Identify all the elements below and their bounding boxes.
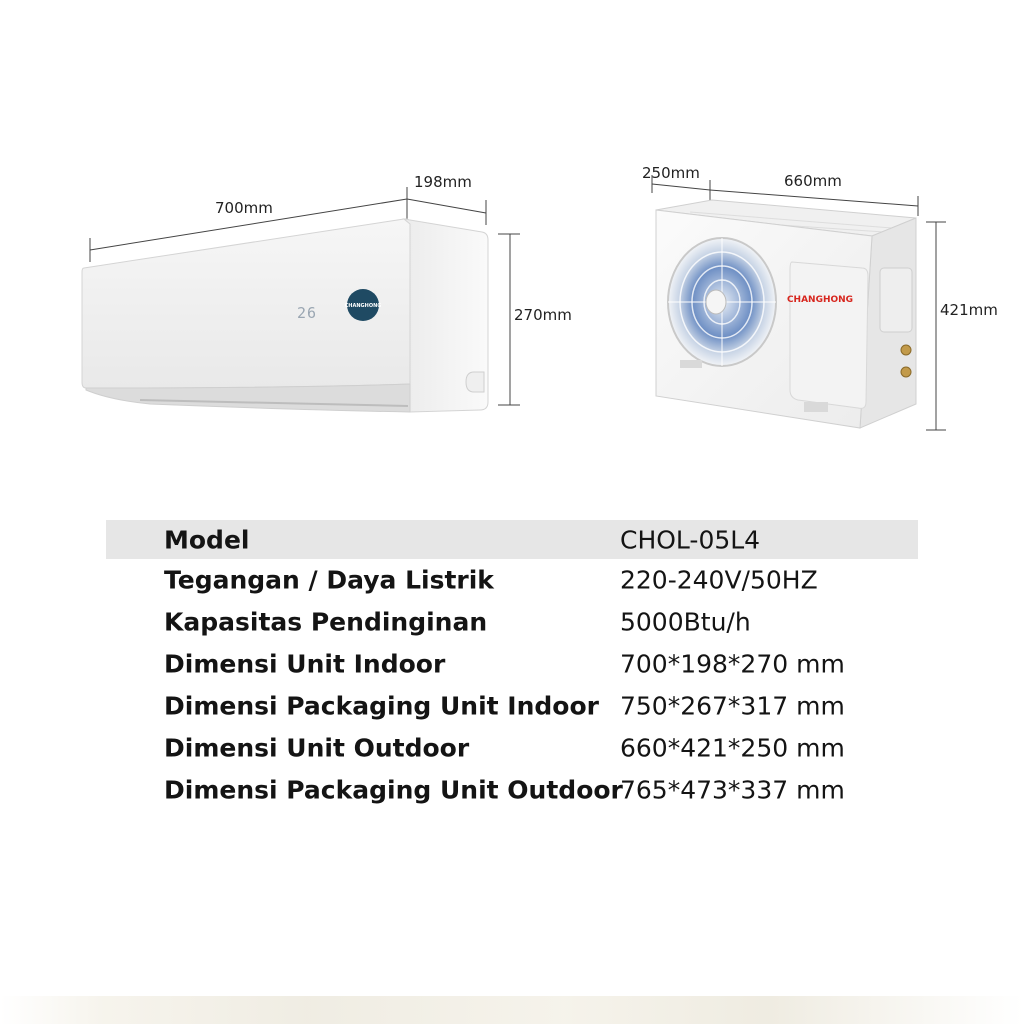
spec-label: Dimensi Unit Indoor — [164, 649, 446, 679]
indoor-depth-dimension-line — [407, 199, 486, 213]
spec-row-outdoor-dimension — [106, 727, 918, 769]
spec-row-voltage — [106, 559, 918, 601]
spec-value: 765*473*337 mm — [620, 775, 845, 805]
spec-label: Tegangan / Daya Listrik — [164, 565, 494, 595]
outdoor-foot-left — [680, 360, 702, 368]
spec-value: 750*267*317 mm — [620, 691, 845, 721]
spec-value: 5000Btu/h — [620, 607, 751, 637]
spec-label: Dimensi Packaging Unit Outdoor — [164, 775, 623, 805]
outdoor-logo-text: CHANGHONG — [786, 295, 854, 305]
indoor-logo-text: CHANGHONG — [344, 303, 382, 309]
indoor-depth-label: 198mm — [414, 173, 472, 191]
outdoor-unit — [642, 164, 998, 430]
spec-row-indoor-dimension — [106, 643, 918, 685]
outdoor-height-label: 421mm — [940, 301, 998, 319]
spec-value: 220-240V/50HZ — [620, 565, 818, 595]
indoor-unit — [82, 173, 572, 412]
spec-label: Dimensi Packaging Unit Indoor — [164, 691, 599, 721]
outdoor-depth-label: 250mm — [642, 164, 700, 182]
bottom-photo-strip — [0, 996, 1024, 1024]
spec-row-cooling-capacity — [106, 601, 918, 643]
indoor-unit-bottom-vent — [86, 384, 410, 412]
spec-label: Kapasitas Pendinginan — [164, 607, 488, 637]
indoor-width-label: 700mm — [215, 199, 273, 217]
spec-row-model — [106, 520, 918, 559]
outdoor-width-label: 660mm — [784, 172, 842, 190]
outdoor-valve-bottom — [901, 367, 911, 377]
spec-row-indoor-packaging — [106, 685, 918, 727]
spec-value: 660*421*250 mm — [620, 733, 845, 763]
spec-value: 700*198*270 mm — [620, 649, 845, 679]
outdoor-foot-right — [804, 402, 828, 412]
spec-row-outdoor-packaging — [106, 769, 918, 811]
outdoor-logo-panel — [790, 262, 868, 408]
outdoor-valve-top — [901, 345, 911, 355]
product-dimension-diagram — [0, 0, 1024, 470]
spec-value: CHOL-05L4 — [620, 525, 761, 554]
spec-label: Dimensi Unit Outdoor — [164, 733, 470, 763]
outdoor-depth-dimension-line — [652, 184, 710, 190]
outdoor-valve-cover — [880, 268, 912, 332]
spec-label: Model — [164, 525, 250, 554]
spec-table — [106, 520, 918, 811]
indoor-height-label: 270mm — [514, 306, 572, 324]
indoor-temperature-display: 26 — [297, 304, 318, 322]
